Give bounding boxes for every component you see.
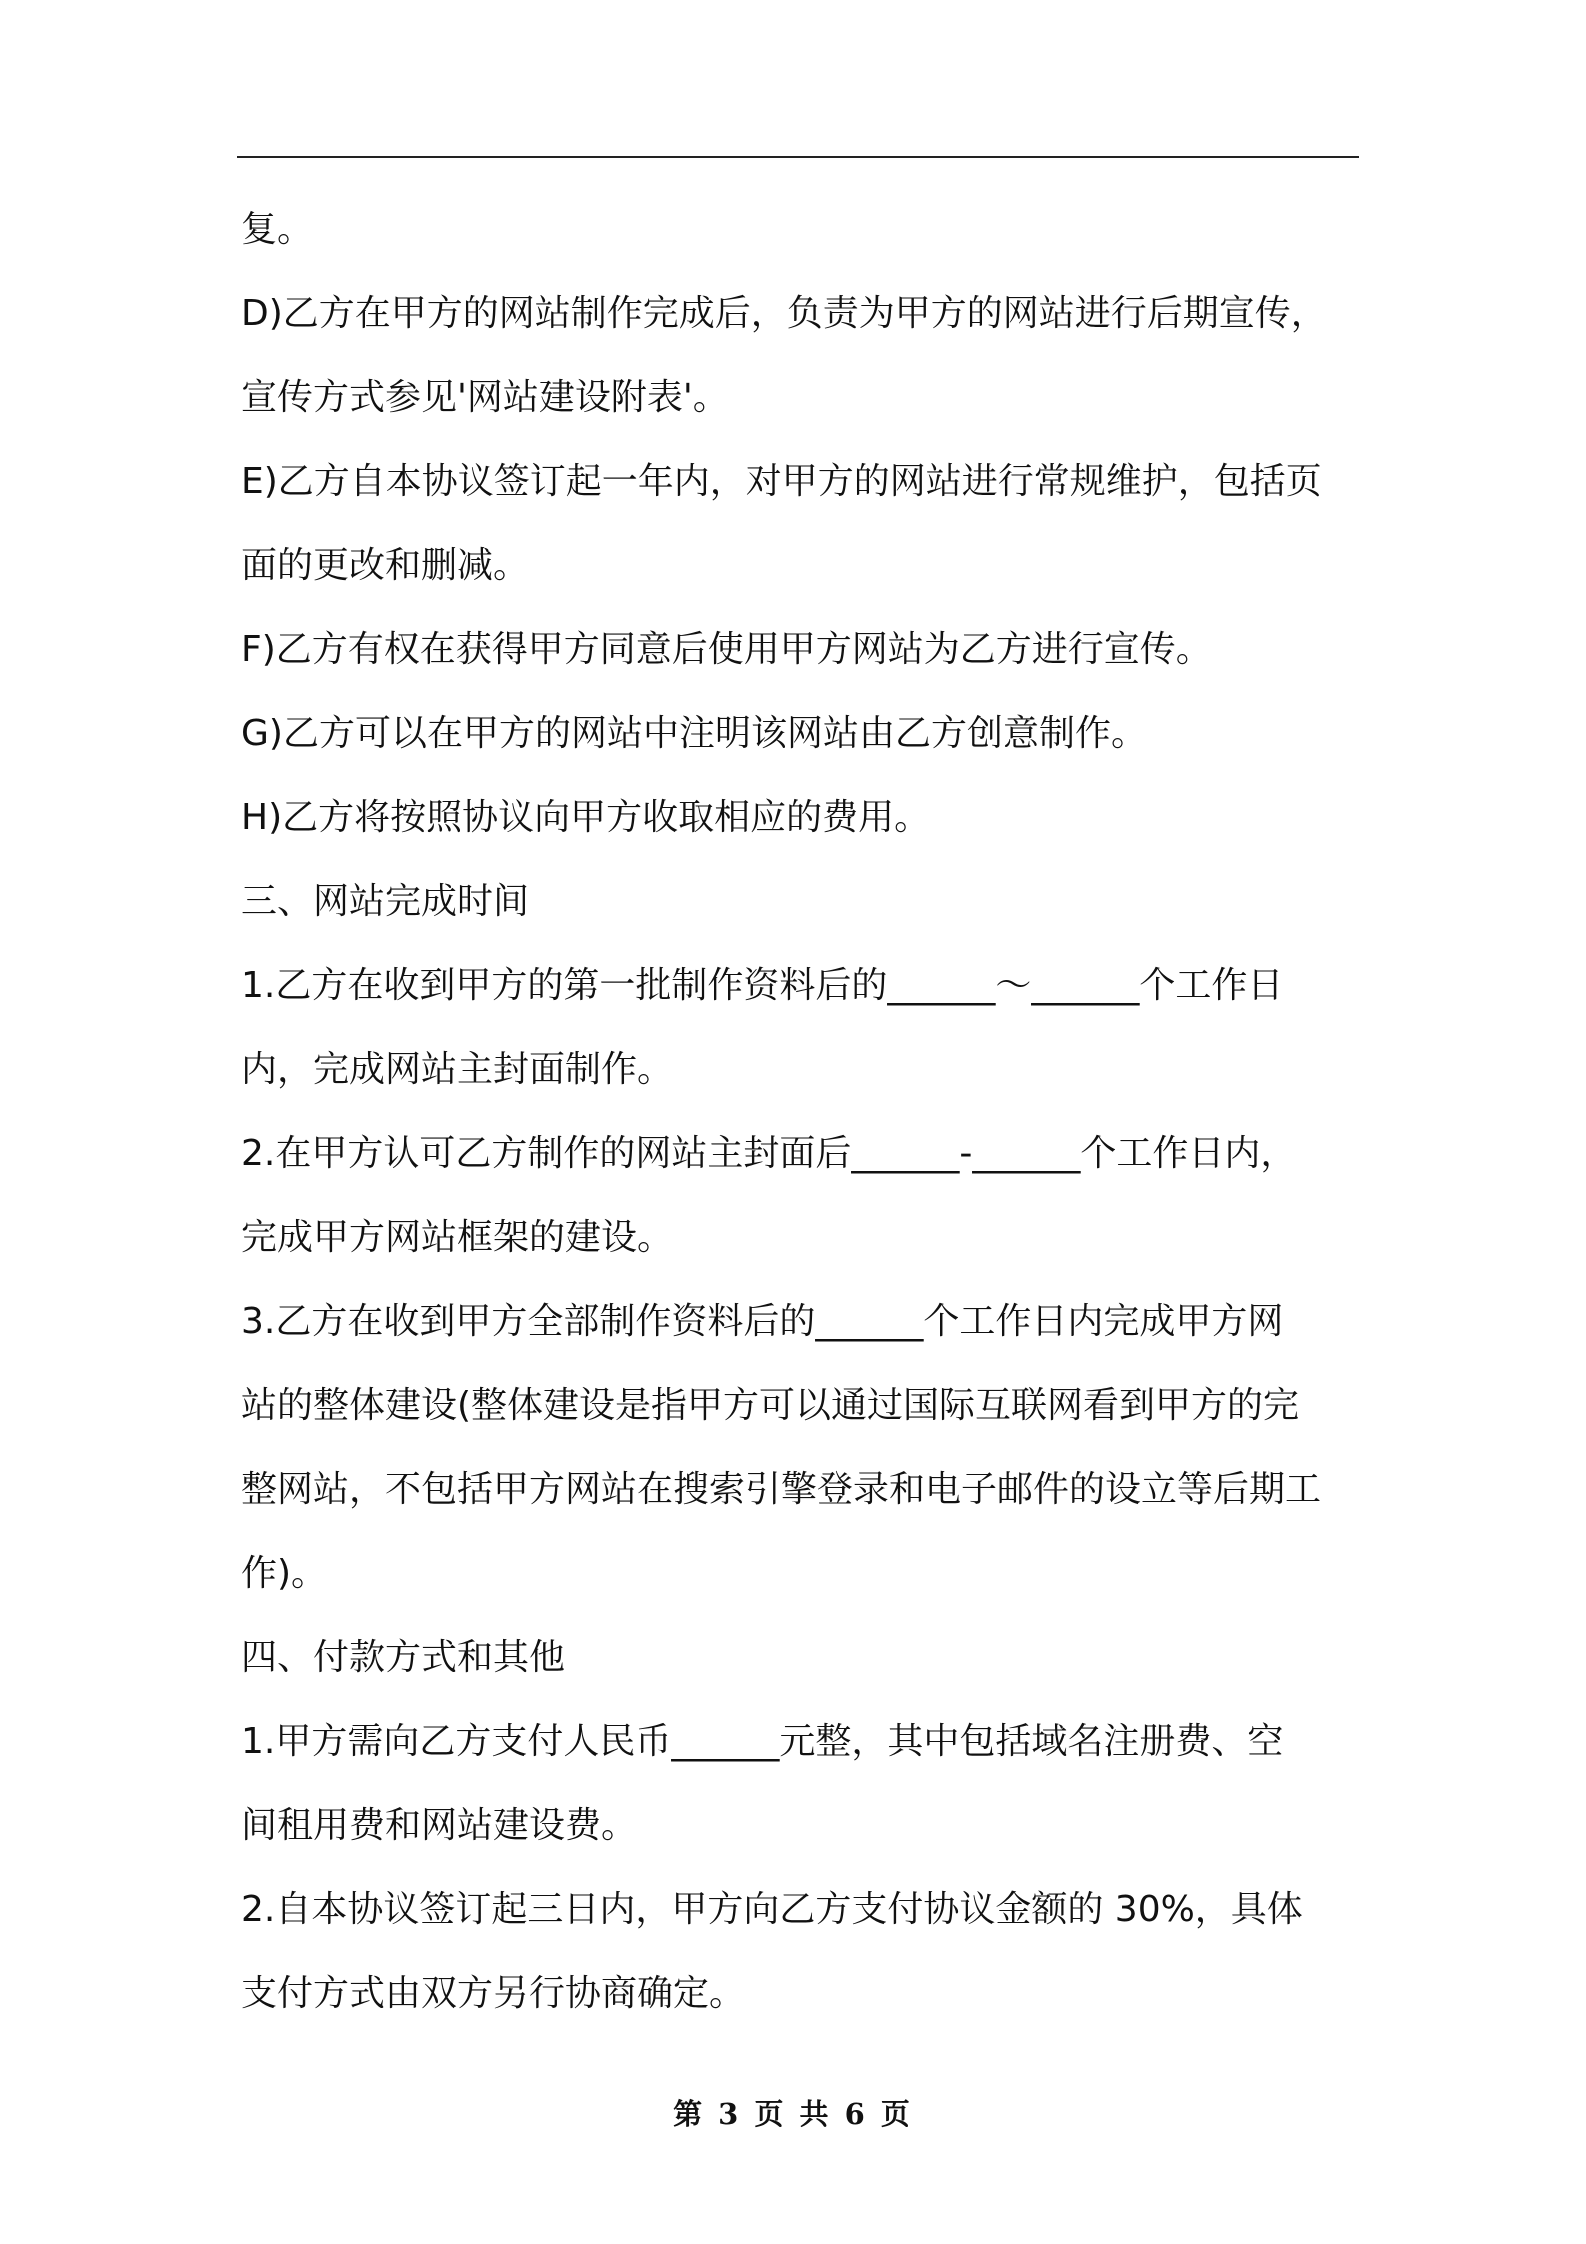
section-heading: 三、网站完成时间 bbox=[241, 881, 530, 922]
text-line: E)乙方自本协议签订起一年内，对甲方的网站进行常规维护，包括页 bbox=[241, 461, 1322, 502]
header-rule bbox=[237, 156, 1359, 158]
text-line: 2.自本协议签订起三日内，甲方向乙方支付协议金额的 30%，具体 bbox=[241, 1889, 1303, 1930]
text-line: 宣传方式参见'网站建设附表'。 bbox=[241, 377, 729, 418]
document-body bbox=[241, 188, 1361, 2036]
text-line: D)乙方在甲方的网站制作完成后，负责为甲方的网站进行后期宣传， bbox=[241, 293, 1327, 334]
text-line: 复。 bbox=[241, 209, 314, 250]
text-line: 1.甲方需向乙方支付人民币______元整，其中包括域名注册费、空 bbox=[241, 1721, 1284, 1762]
text-line: 间租用费和网站建设费。 bbox=[241, 1805, 638, 1846]
text-line: 3.乙方在收到甲方全部制作资料后的______个工作日内完成甲方网 bbox=[241, 1301, 1284, 1342]
text-line: 面的更改和删减。 bbox=[241, 545, 530, 586]
text-line: 完成甲方网站框架的建设。 bbox=[241, 1217, 674, 1258]
text-line: 站的整体建设(整体建设是指甲方可以通过国际互联网看到甲方的完 bbox=[241, 1385, 1300, 1426]
text-line: F)乙方有权在获得甲方同意后使用甲方网站为乙方进行宣传。 bbox=[241, 629, 1212, 670]
text-line: 内，完成网站主封面制作。 bbox=[241, 1049, 674, 1090]
text-line: H)乙方将按照协议向甲方收取相应的费用。 bbox=[241, 797, 931, 838]
section-heading: 四、付款方式和其他 bbox=[241, 1637, 566, 1678]
text-line: 1.乙方在收到甲方的第一批制作资料后的______～______个工作日 bbox=[241, 965, 1284, 1006]
text-line: 2.在甲方认可乙方制作的网站主封面后______-______个工作日内， bbox=[241, 1133, 1297, 1174]
text-line: 支付方式由双方另行协商确定。 bbox=[241, 1973, 746, 2014]
page-indicator: 第 3 页 共 6 页 bbox=[673, 2097, 913, 2131]
text-line: 作)。 bbox=[241, 1553, 328, 1594]
text-line: 整网站，不包括甲方网站在搜索引擎登录和电子邮件的设立等后期工 bbox=[241, 1469, 1322, 1510]
text-line: G)乙方可以在甲方的网站中注明该网站由乙方创意制作。 bbox=[241, 713, 1147, 754]
